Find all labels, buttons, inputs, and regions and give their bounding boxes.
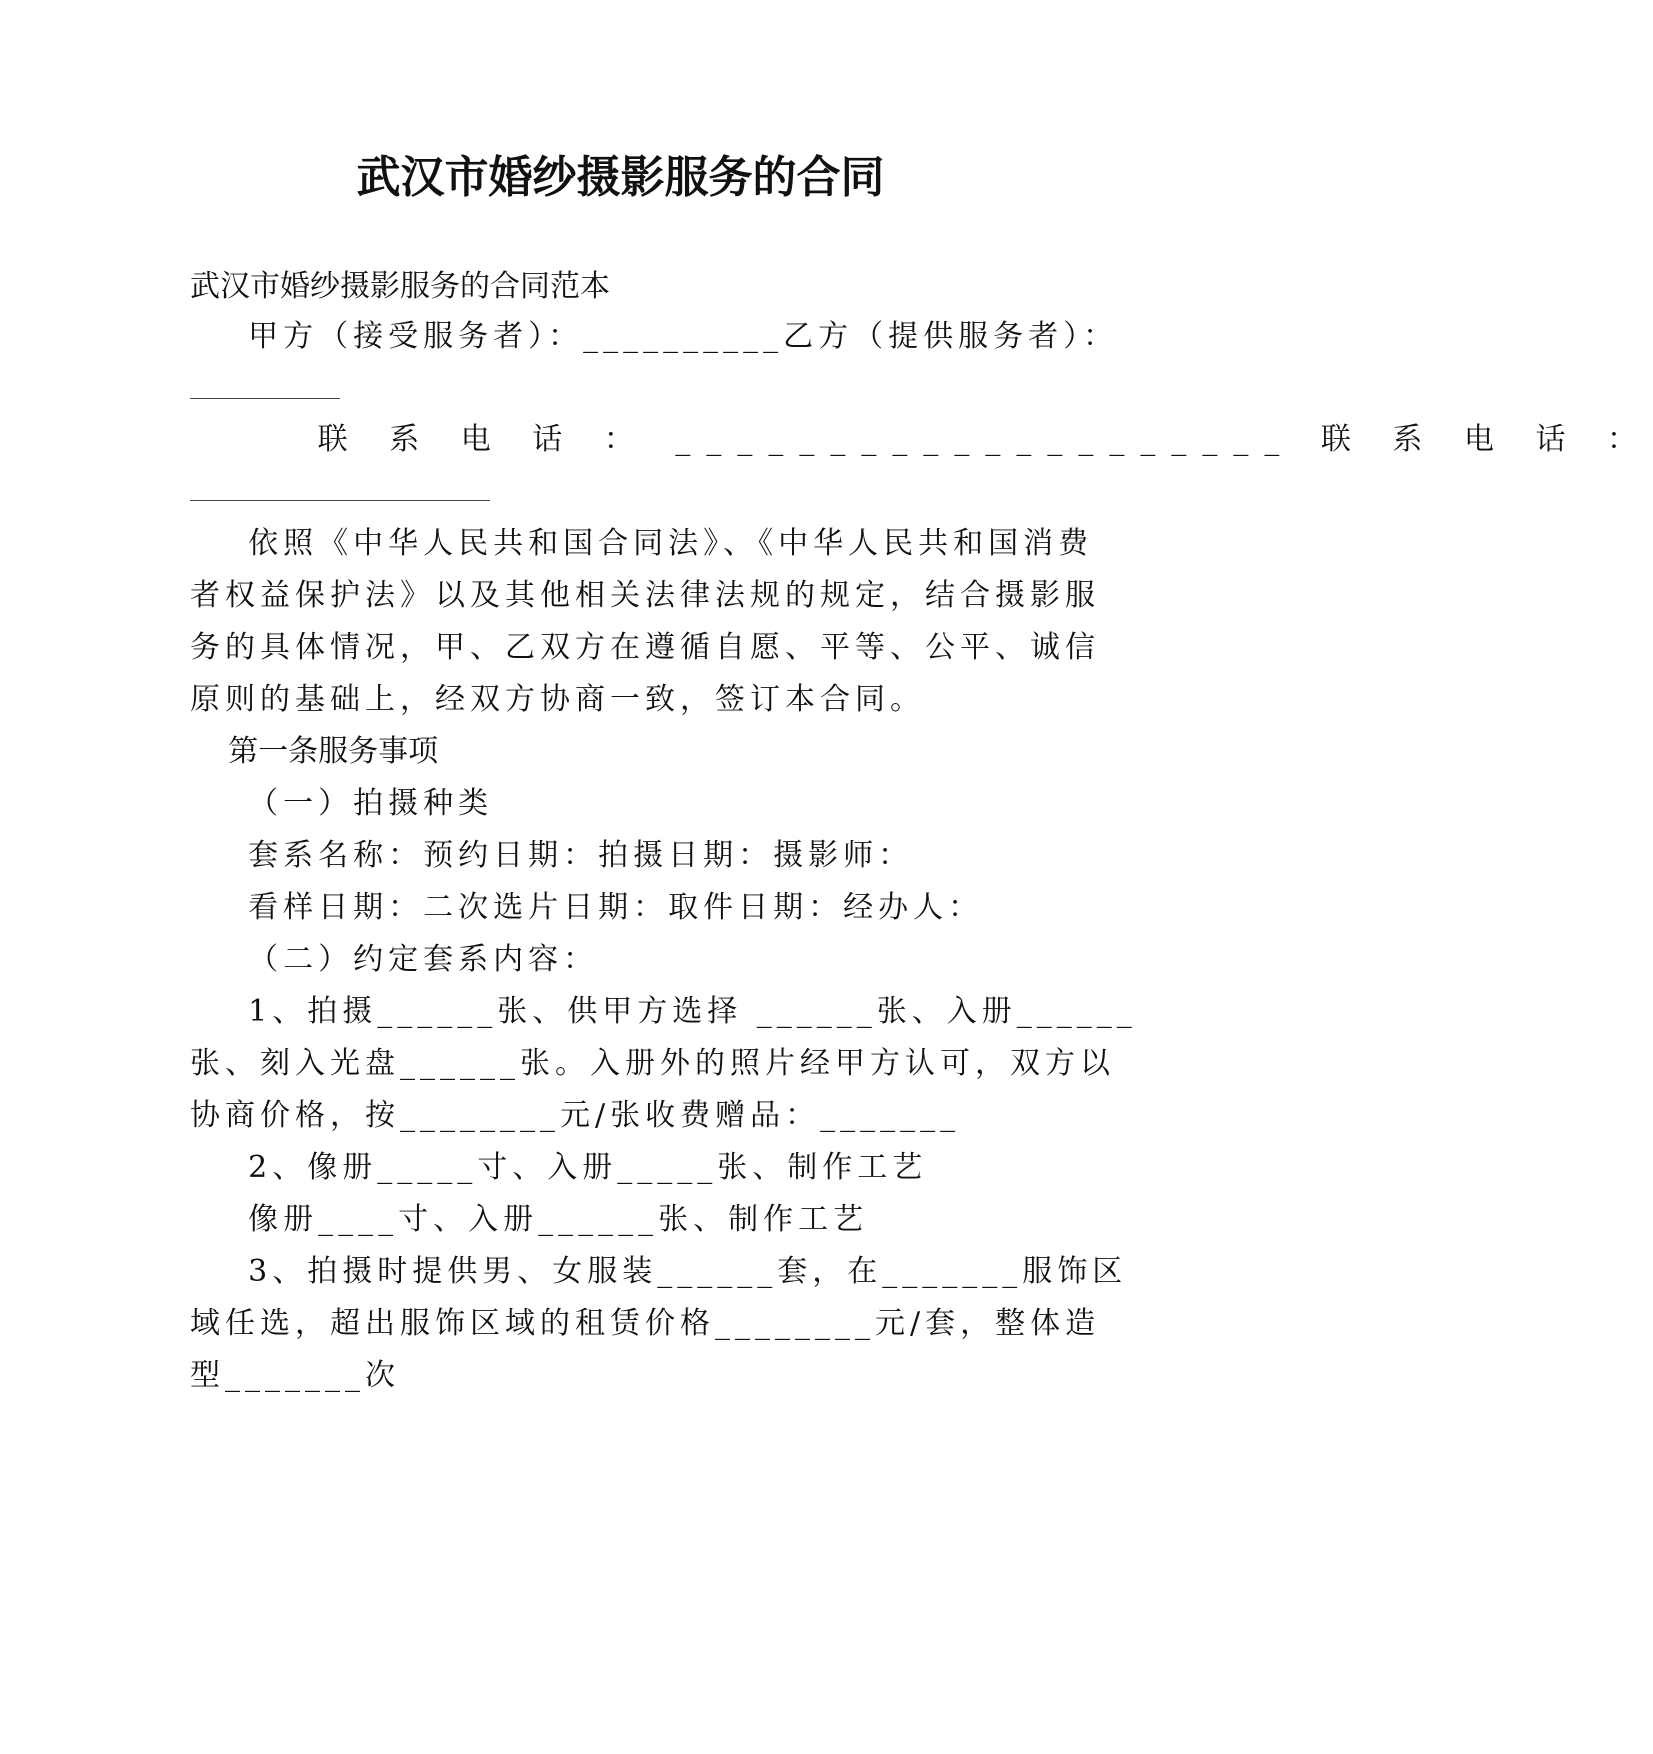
item-3-line-2: 域任选，超出服饰区域的租赁价格________元/套，整体造 [190,1306,1101,1341]
article-heading: 第一条服务事项 [190,734,439,769]
section-heading-1: （一）拍摄种类 [190,786,494,821]
party-a-line: 甲方（接受服务者）：__________乙方（提供服务者）： [190,319,1119,354]
phone-line: 联 系 电 话 ： ____________________ 联 系 电 话 ： [190,422,1653,457]
item-2-line-1: 2、像册_____寸、入册_____张、制作工艺 [190,1150,928,1185]
body-paragraph-line-2: 者权益保护法》以及其他相关法律法规的规定，结合摄影服 [190,578,1100,613]
item-1-line-1: 1、拍摄______张、供甲方选择 ______张、入册______ [190,994,1137,1029]
document-title: 武汉市婚纱摄影服务的合同 [356,152,885,203]
item-3-line-1: 3、拍摄时提供男、女服装______套，在_______服饰区 [190,1254,1128,1289]
phone-blank [190,500,490,501]
item-3-line-3: 型_______次 [190,1358,400,1393]
doc-subtitle: 武汉市婚纱摄影服务的合同范本 [190,269,610,304]
body-paragraph-line-4: 原则的基础上，经双方协商一致，签订本合同。 [190,682,925,717]
section-heading-2: （二）约定套系内容： [190,942,599,977]
body-paragraph-line-3: 务的具体情况，甲、乙双方在遵循自愿、平等、公平、诚信 [190,630,1100,665]
body-paragraph-line-1: 依照《中华人民共和国合同法》、《中华人民共和国消费 [190,526,1094,561]
item-1-line-2: 张、刻入光盘______张。入册外的照片经甲方认可，双方以 [190,1046,1115,1081]
package-info-line: 套系名称：预约日期：拍摄日期：摄影师： [190,838,914,873]
item-1-line-3: 协商价格，按________元/张收费赠品：_______ [190,1098,961,1133]
item-2-line-2: 像册____寸、入册______张、制作工艺 [190,1202,869,1237]
party-b-blank [190,398,340,399]
schedule-info-line: 看样日期：二次选片日期：取件日期：经办人： [190,890,984,925]
